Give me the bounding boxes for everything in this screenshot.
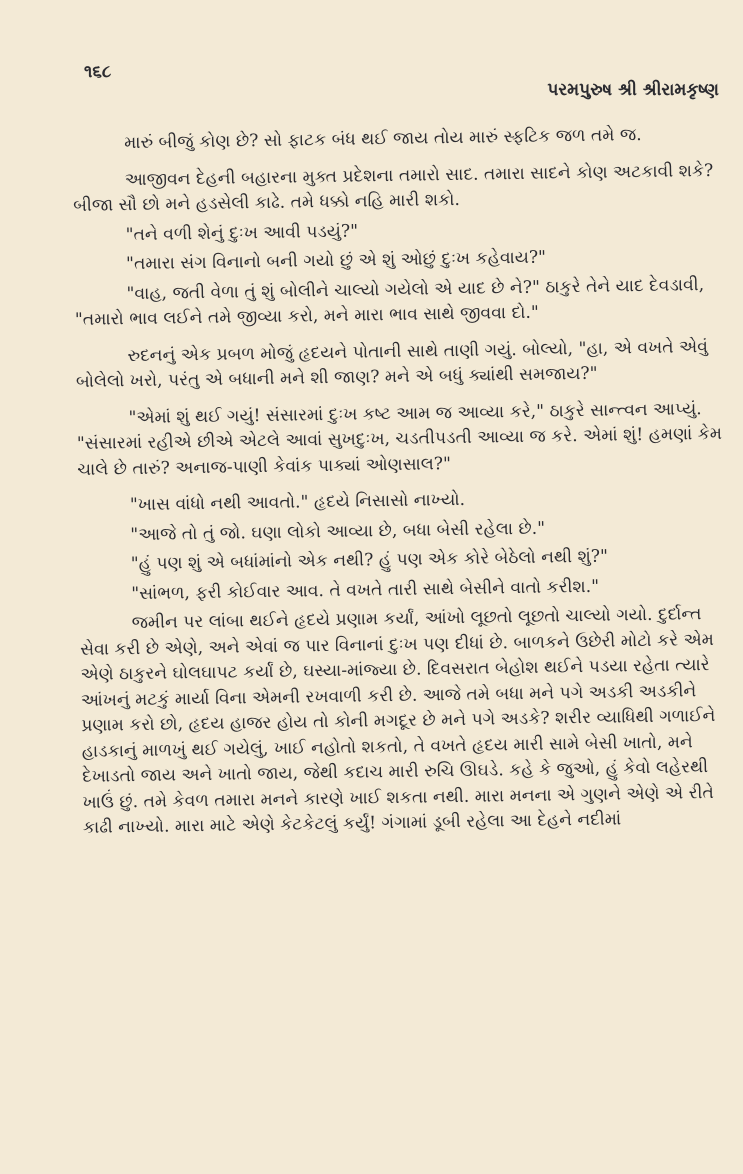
dialogue-line: "આજે તો તું જો. ઘણા લોકો આવ્યા છે, બધા બેસી રહેલા છે."	[130, 518, 546, 545]
page-number: ૧૬૮	[84, 62, 112, 82]
paragraph: "એમાં શું થઈ ગયું! સંસારમાં દુઃખ કષ્ટ આમ જ આવ્યા કરે," ઠાકુરે સાન્ત્વન આપ્યું. "સંસારમાં રહીએ છીએ એટલે આવાં સુખદુઃખ, ચડતીપડતી આવ્યા જ કરે. એમાં શું! હમણાં કેમ ચાલે છે તારું? અનાજ-પાણી કેવાંક પાક્યાં ઓણસાલ?"	[76, 398, 723, 480]
paragraph: જમીન પર લાંબા થઈને હૃદયે પ્રણામ કર્યાં, આંખો લૂછતો લૂછતો ચાલ્યો ગયો. દુર્દાન્ત સેવા કરી છે એણે, અને એવાં જ પાર વિનાનાં દુઃખ પણ દીધાં છે. બાળકને ઉછેરી મોટો કરે એમ એણે ઠાકુરને ઘોલઘાપટ કર્યાં છે, ઘસ્યા-માંજ્યા છે. દિવસરાત બેહોશ થઈને પડયા રહેતા ત્યારે આંખનું મટકું માર્યા વિના એમની રખવાળી કરી છે. આજે તમે બધા મને પગે અડકી અડકીને પ્રણામ કરો છો, હૃદય હાજર હોય તો કોની મગદૂર છે મને પગે અડકે? શરીર વ્યાધિથી ગળાઈને હાડકાનું માળખું થઈ ગયેલું, ખાઈ નહોતો શકતો, તે વખતે હૃદય મારી સામે બેસી ખાતો, મને દેખાડતો જાય અને ખાતો જાય, જેથી કદાચ મારી રુચિ ઊઘડે. કહે કે જુઓ, હું કેવો લહેરથી ખાઉં છું. તમે કેવળ તમારા મનને કારણે ખાઈ શકતા નથી. મારા મનના એ ગુણને એણે એ રીતે કાઢી નાખ્યો. મારા માટે એણે કેટકેટલું કર્યું! ગંગામાં ડૂબી રહેલા આ દેહને નદીમાં	[79, 604, 716, 838]
paragraph: રુદનનું એક પ્રબળ મોજું હૃદયને પોતાની સાથે તાણી ગયું. બોલ્યો, "હા, એ વખતે એવું બોલેલો ખરો, પરંતુ એ બધાની મને શી જાણ? મને એ બધું ક્યાંથી સમજાય?"	[75, 336, 709, 392]
paragraph: મારું બીજું કોણ છે? સો ફાટક બંધ થઈ જાય તોય મારું સ્ફટિક જળ તમે જ.	[124, 125, 642, 154]
paragraph: "વાહ, જતી વેળા તું શું બોલીને ચાલ્યો ગયેલો એ યાદ છે ને?" ઠાકુરે તેને યાદ દેવડાવી, "તમારો ભાવ લઈને તમે જીવ્યા કરો, મને મારા ભાવ સાથે જીવવા દો."	[74, 274, 705, 330]
dialogue-line: "હું પણ શું એ બધાંમાંનો એક નથી? હું પણ એક કોરે બેઠેલો નથી શું?"	[130, 546, 609, 575]
dialogue-line: "તને વળી શેનું દુઃખ આવી પડયું?"	[125, 221, 359, 245]
dialogue-line: "ખાસ વાંધો નથી આવતો." હૃદયે નિસાસો નાખ્યો.	[129, 489, 466, 516]
page-body	[72, 122, 733, 853]
dialogue-line: "સાંભળ, ફરી કોઈવાર આવ. તે વખતે તારી સાથે બેસીને વાતો કરીશ."	[131, 576, 600, 604]
paragraph: આજીવન દેહની બહારના મુક્ત પ્રદેશના તમારો સાદ. તમારા સાદને કોણ અટકાવી શકે? બીજા સૌ છો મને હડસેલી કાઢે. તમે ધક્કો નહિ મારી શકો.	[73, 160, 714, 216]
running-title: પરમપુરુષ શ્રી શ્રીરામકૃષ્ણ	[547, 80, 719, 100]
dialogue-line: "તમારા સંગ વિનાનો બની ગયો છું એ શું ઓછું દુઃખ કહેવાય?"	[125, 247, 547, 275]
